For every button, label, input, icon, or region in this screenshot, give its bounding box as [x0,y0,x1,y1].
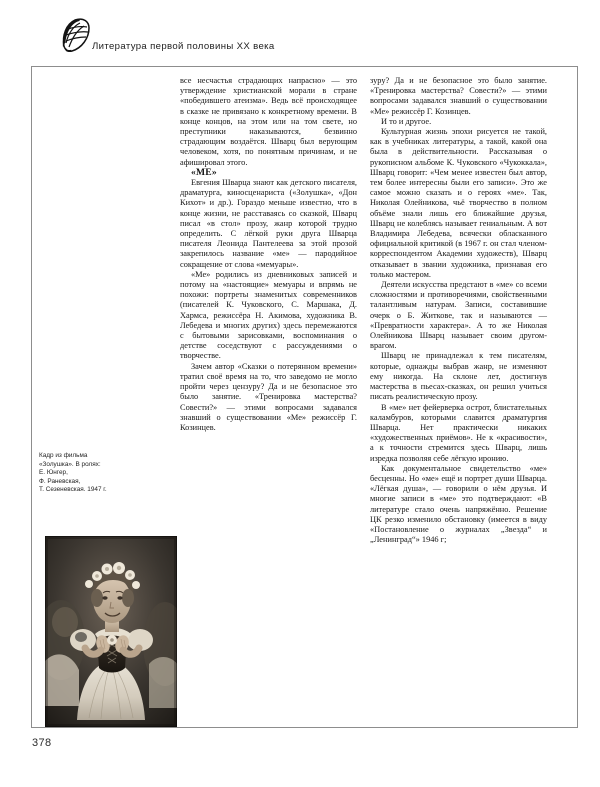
paragraph: В «ме» нет фейерверка острот, блистательных каламбуров, которыми славится драматургия Шварца. Нет практически никаких «художественных приёмов». Не к «красивости», а к точности стремится здесь Шварц, лишь изредка позволяя себе лёгкую иронию. [370,402,547,463]
paragraph: зуру? Да и не безопасное это было занятие. «Тренировка мастерства? Совести?» — этими вопросами задавался знавший о существовании «Ме» режиссёр Г. Козинцев. [370,76,547,116]
paragraph: И то и другое. [381,116,432,126]
text-column-middle [180,76,357,433]
caption-line-3: Е. Юнгер, [39,469,68,477]
paragraph: Деятели искусства предстают в «ме» со всеми сложностями и противоречиями, свойственными талантливым натурам. Записи, составившие очерк о Б. Житкове, так и называются — «Превратности характера». А то же Николая Олейникова Шварц называет своим другом-врагом. [370,280,547,351]
page-header [0,0,600,70]
paragraph: Шварц не принадлежал к тем писателям, которые, однажды выбрав жанр, не изменяют ему никогда. На склоне лет, достигнув мастерства в пьесах-сказках, он решил учиться писать реалистическую прозу. [370,351,547,402]
photo-caption [39,452,171,495]
paragraph: «Ме» родились из дневниковых записей и потому на «настоящие» мемуары и впрямь не похожи: портреты знаменитых современников (писателей К. Чуковского, С. Маршака, Д. Хармса, режиссёра Н. Акимова, художника В. Лебедева и многих других) здесь перемежаются с бытовыми зарисовками, воспоминания о детстве соседствуют с рассуждениями о творчестве. [180,269,357,361]
paragraph: Как документальное свидетельство «ме» бесценны. Но «ме» ещё и портрет души Шварца. «Лёгкая душа», — говорили о нём друзья. И многие записи в «ме» это подтверждают: «В литературе стало очень напряжённо. Решение ЦК резко изменило обстановку (имеется в виду «Постановление о журналах „Звезда“ и „Ленинград“» 1946 г; [370,463,547,545]
paragraph: все несчастья страдающих напрасно» — это утверждение христианской морали в стране «победившего атеизма». Ведь всё происходящее в сказке не привязано к конкретному времени. В конце концов, на этом или на том свете, но преступники наказываются, безвинно страдающим воздаётся. Шварц был верующим человеком, хотя, по понятным причинам, и не афишировал этого. [180,76,357,167]
paragraph: Зачем автор «Сказки о потерянном времени» тратил своё время на то, что заведомо не могло пройти через цензуру? Да и не безопасное это было занятие. «Тренировка мастерства? Совести?» — этими вопросами задавался знавший о существовании «Ме» режиссёр Г. Козинцев. [180,361,357,432]
running-head: Литература первой половины XX века [92,41,275,52]
caption-line-4: Ф. Раневская, [39,477,81,485]
book-leaf-emblem-icon [58,16,92,54]
caption-line-5: Т. Сезеневская. 1947 г. [39,486,107,494]
paragraph: Евгения Шварца знают как детского писателя, драматурга, киносценариста («Золушка», «Дон Кихот» и др.). Гораздо меньше известно, что в конце жизни, не расставаясь со сказкой, Шварц писал «в стол» прозу, жанр которой трудно определить. С лёгкой руки друга Шварца писателя Леонида Пантелеева за этой прозой закрепилось название «ме» — пародийное сокращение от слова «мемуары». [180,178,357,269]
page-number: 378 [32,737,52,749]
section-heading-me: «МЕ» [191,166,217,178]
film-still-cinderella [45,536,177,727]
caption-line-2: «Золушка». В ролях: [39,460,101,468]
text-column-right [370,76,547,545]
paragraph: Культурная жизнь эпохи рисуется не такой, как в учебниках литературы, а такой, какой она была в действительности. Рассказывая о рукописном альбоме К. Чуковского «Чукоккала», Шварц говорит: «Чем менее известен был автор, тем более интересны были его записи». Это же самое можно сказать и о героях «ме». Так, Николая Олейникова, чьё творчество в полном объёме знали лишь его ближайшие друзья, Шварц не колеблясь называет гениальным. А вот Владимира Лебедева, всячески обласканного официальной критикой (в 1967 г. он стал членом-корреспондентом Академии художеств), Шварц отказывает в звании художника, признавая его только мастером. [370,127,547,279]
caption-line-1: Кадр из фильма [39,452,88,459]
margin-column [38,70,178,724]
